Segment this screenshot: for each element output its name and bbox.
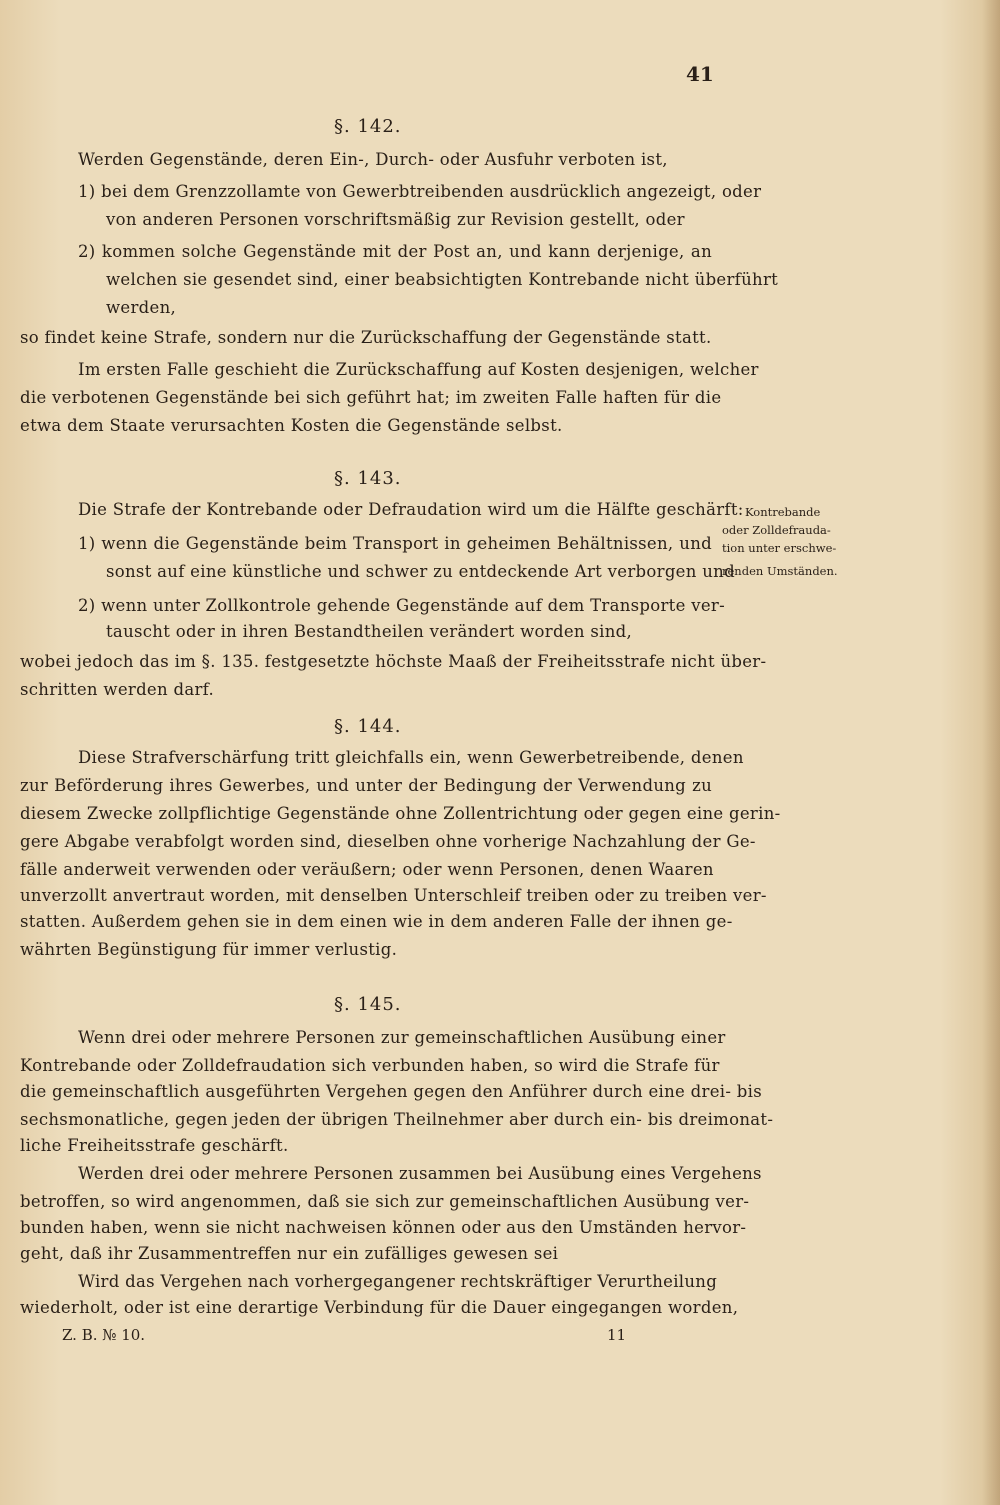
text-line: liche Freiheitsstrafe geschärft. <box>20 1136 289 1155</box>
text-line: welchen sie gesendet sind, einer beabsichtigten Kontrebande nicht überführt <box>106 270 779 289</box>
text-line: währten Begünstigung für immer verlustig. <box>20 940 398 959</box>
section-heading: §. 142. <box>334 116 402 137</box>
text-line: die gemeinschaftlich ausgeführten Vergehen gegen den Anführer durch eine drei- bis <box>20 1082 762 1101</box>
text-line: Werden drei oder mehrere Personen zusammen bei Ausübung eines Vergehens <box>78 1164 762 1183</box>
text-line: gere Abgabe verabfolgt worden sind, dieselben ohne vorherige Nachzahlung der Ge- <box>20 832 756 851</box>
text-line: Diese Strafverschärfung tritt gleichfalls ein, wenn Gewerbetreibende, denen <box>78 748 744 767</box>
text-line: von anderen Personen vorschriftsmäßig zur Revision gestellt, oder <box>106 210 685 229</box>
margin-note-line: oder Zolldefrauda- <box>722 523 831 537</box>
text-line: zur Beförderung ihres Gewerbes, und unter der Bedingung der Verwendung zu <box>20 776 712 795</box>
section-heading: §. 145. <box>334 994 402 1015</box>
text-line: bunden haben, wenn sie nicht nachweisen können oder aus den Umständen hervor- <box>20 1218 747 1237</box>
text-line: etwa dem Staate verursachten Kosten die Gegenstände selbst. <box>20 416 563 435</box>
margin-note-line: Kontrebande <box>745 505 821 519</box>
text-line: Wenn drei oder mehrere Personen zur gemeinschaftlichen Ausübung einer <box>78 1028 726 1047</box>
section-heading: §. 144. <box>334 716 402 737</box>
text-line: 1) wenn die Gegenstände beim Transport in geheimen Behältnissen, und <box>78 534 712 553</box>
margin-note-line: tion unter erschwe- <box>722 541 837 555</box>
text-line: Die Strafe der Kontrebande oder Defraudation wird um die Hälfte geschärft: <box>78 500 744 519</box>
text-line: Im ersten Falle geschieht die Zurückschaffung auf Kosten desjenigen, welcher <box>78 360 759 379</box>
text-line: wobei jedoch das im §. 135. festgesetzte höchste Maaß der Freiheitsstrafe nicht über- <box>20 652 767 671</box>
text-line: Kontrebande oder Zolldefraudation sich verbunden haben, so wird die Strafe für <box>20 1056 720 1075</box>
text-line: werden, <box>106 298 177 317</box>
page-number: 41 <box>686 62 714 86</box>
text-line: fälle anderweit verwenden oder veräußern; oder wenn Personen, denen Waaren <box>20 860 714 879</box>
text-line: wiederholt, oder ist eine derartige Verbindung für die Dauer eingegangen worden, <box>20 1298 739 1317</box>
text-line: die verbotenen Gegenstände bei sich geführt hat; im zweiten Falle haften für die <box>20 388 722 407</box>
footer-signature: Z. B. № 10. <box>62 1326 146 1344</box>
section-heading: §. 143. <box>334 468 402 489</box>
text-line: sechsmonatliche, gegen jeden der übrigen Theilnehmer aber durch ein- bis dreimonat- <box>20 1110 774 1129</box>
text-line: tauscht oder in ihren Bestandtheilen verändert worden sind, <box>106 622 633 641</box>
text-line: sonst auf eine künstliche und schwer zu entdeckende Art verborgen und <box>106 562 735 581</box>
text-line: Werden Gegenstände, deren Ein-, Durch- oder Ausfuhr verboten ist, <box>78 150 668 169</box>
text-line: 2) kommen solche Gegenstände mit der Post an, und kann derjenige, an <box>78 242 712 261</box>
footer-sheet-number: 11 <box>607 1326 627 1344</box>
text-line: Wird das Vergehen nach vorhergegangener rechtskräftiger Verurtheilung <box>78 1272 718 1291</box>
text-line: schritten werden darf. <box>20 680 215 699</box>
text-line: diesem Zwecke zollpflichtige Gegenstände ohne Zollentrichtung oder gegen eine gerin- <box>20 804 781 823</box>
text-line: betroffen, so wird angenommen, daß sie sich zur gemeinschaftlichen Ausübung ver- <box>20 1192 750 1211</box>
page-edge-shadow <box>982 0 1000 1505</box>
text-line: so findet keine Strafe, sondern nur die Zurückschaffung der Gegenstände statt. <box>20 328 712 347</box>
text-line: 2) wenn unter Zollkontrole gehende Gegenstände auf dem Transporte ver- <box>78 596 725 615</box>
text-line: unverzollt anvertraut worden, mit denselben Unterschleif treiben oder zu treiben ver- <box>20 886 767 905</box>
text-line: statten. Außerdem gehen sie in dem einen wie in dem anderen Falle der ihnen ge- <box>20 912 733 931</box>
text-line: geht, daß ihr Zusammentreffen nur ein zufälliges gewesen sei <box>20 1244 559 1263</box>
text-line: 1) bei dem Grenzzollamte von Gewerbtreibenden ausdrücklich angezeigt, oder <box>78 182 762 201</box>
margin-note-line: renden Umständen. <box>722 564 838 578</box>
